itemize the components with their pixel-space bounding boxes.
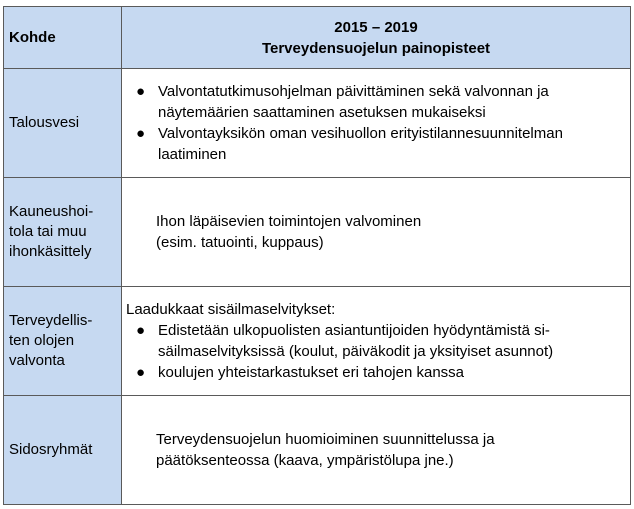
row-label-line: Kauneushoi- bbox=[9, 203, 94, 220]
header-period bbox=[122, 7, 631, 69]
row-text bbox=[122, 429, 630, 471]
row-label-line: ihonkäsittely bbox=[9, 243, 92, 260]
row-label-sidosryhmat bbox=[4, 396, 122, 505]
list-item-line: näytemäärien saattaminen asetuksen mukaiseksi bbox=[158, 104, 486, 121]
list-item-line: Valvontatutkimusohjelman päivittäminen sekä valvonnan ja bbox=[158, 83, 549, 100]
list-item-line: Valvontayksikön oman vesihuollon erityistilannesuunnitelman bbox=[158, 125, 563, 142]
row-label-line: valvonta bbox=[9, 352, 65, 369]
row-label-line: Sidosryhmät bbox=[9, 441, 93, 458]
row-text-line: (esim. tatuointi, kuppaus) bbox=[156, 234, 324, 251]
row-content-talousvesi bbox=[122, 69, 631, 178]
priorities-table bbox=[3, 6, 631, 505]
row-label-valvonta bbox=[4, 287, 122, 396]
bullet-list bbox=[122, 320, 630, 383]
bullet-dot-icon: ● bbox=[136, 322, 146, 339]
header-years: 2015 – 2019 bbox=[334, 18, 418, 36]
row-text-line: Ihon läpäisevien toimintojen valvominen bbox=[156, 213, 422, 230]
row-label-talousvesi bbox=[4, 69, 122, 178]
row-label-line: Terveydellis- bbox=[9, 312, 93, 329]
header-title: Terveydensuojelun painopisteet bbox=[261, 39, 491, 57]
list-item-line: laatiminen bbox=[158, 146, 227, 163]
row-content-sidosryhmat bbox=[122, 396, 631, 505]
list-item-line: säilmaselvityksissä (koulut, päiväkodit ja yksityiset asunnot) bbox=[158, 343, 554, 360]
row-label-line: Talousvesi bbox=[9, 114, 80, 131]
bullet-list bbox=[122, 81, 630, 165]
row-text bbox=[122, 211, 630, 253]
bullet-dot-icon: ● bbox=[136, 364, 146, 381]
list-item bbox=[122, 81, 630, 123]
row-text-line: päätöksenteossa (kaava, ympäristölupa jne.) bbox=[156, 452, 454, 469]
row-content-valvonta bbox=[122, 287, 631, 396]
table-row bbox=[4, 287, 631, 396]
list-item bbox=[122, 320, 630, 362]
list-item-line: Edistetään ulkopuolisten asiantuntijoiden hyödyntämistä si- bbox=[158, 322, 550, 339]
list-item-line: koulujen yhteistarkastukset eri tahojen kanssa bbox=[158, 364, 465, 381]
list-item bbox=[122, 123, 630, 165]
header-kohde: Kohde bbox=[4, 7, 122, 69]
row-label-kauneushoitola bbox=[4, 178, 122, 287]
header-row bbox=[4, 7, 631, 69]
table-row bbox=[4, 178, 631, 287]
bullet-dot-icon: ● bbox=[136, 125, 146, 142]
row-label-line: ten olojen bbox=[9, 332, 75, 349]
table-row bbox=[4, 396, 631, 505]
row-lead-text: Laadukkaat sisäilmaselvitykset: bbox=[126, 301, 336, 318]
row-content-kauneushoitola bbox=[122, 178, 631, 287]
list-item bbox=[122, 362, 630, 383]
table-row bbox=[4, 69, 631, 178]
bullet-dot-icon: ● bbox=[136, 83, 146, 100]
row-label-line: tola tai muu bbox=[9, 223, 87, 240]
row-text-line: Terveydensuojelun huomioiminen suunnittelussa ja bbox=[156, 431, 495, 448]
